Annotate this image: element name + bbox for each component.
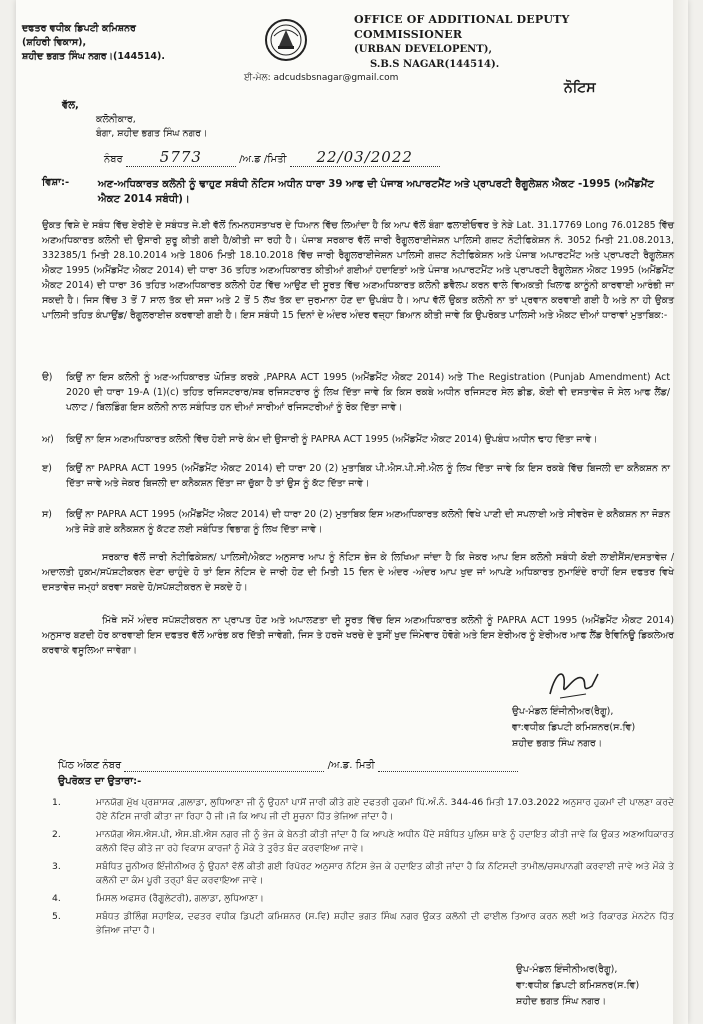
office-header-english bbox=[354, 12, 674, 72]
copy-to-label: ਉਪਰੋਕਤ ਦਾ ਉਤਾਰਾ:- bbox=[58, 776, 142, 787]
copy-number: 5. bbox=[52, 911, 61, 922]
copy-list bbox=[52, 796, 674, 942]
list-marker: ੳ) bbox=[42, 372, 53, 383]
date-label: /ਮਿਤੀ bbox=[263, 154, 287, 165]
copy-text: ਸਬੰਧਿਤ ਜੂਨੀਅਰ ਇੰਜੀਨੀਅਰ ਨੂੰ ਉਹਨਾਂ ਵੱਲੋਂ ਕੀਤੀ ਗਈ ਰਿਪੋਰਟ ਅਨੁਸਾਰ ਨੋਟਿਸ ਭੇਜ ਕੇ ਹਦਾਇਤ ਕੀਤੀ ਜਾਂਦਾ ਹੈ ਕਿ ਨੋਟਿਸਦੀ ਤਾਮੀਲ/ਚਸਪਾਨਗੀ ਕਰਵਾਈ ਜਾਵੇ ਅਤੇ ਮੌਕੇ ਤੇ ਕਲੋਨੀ ਦਾ ਕੰਮ ਪੂਰੀ ਤਰ੍ਹਾਂ ਬੰਦ ਕਰਵਾਇਆ ਜਾਵੇ। bbox=[96, 861, 674, 886]
number-date-line bbox=[104, 148, 624, 167]
signatory-line: ਉਪ-ਮੰਡਲ ਇੰਜੀਨੀਅਰ(ਰੈਗੂ), bbox=[512, 706, 614, 717]
list-text: ਕਿਉਂ ਨਾ PAPRA ACT 1995 (ਅਮੈਂਡਮੈਂਟ ਐਕਟ 2014) ਦੀ ਧਾਰਾ 20 (2) ਮੁਤਾਬਿਕ ਇਸ ਅਣਅਧਿਕਾਰਤ ਕਲੋਨੀ ਵਿਖੇ ਪਾਣੀ ਦੀ ਸਪਲਾਈ ਅਤੇ ਸੀਵਰੇਜ ਦੇ ਕਨੈਕਸ਼ਨ ਨਾ ਜੋੜਨ ਅਤੇ ਜੋੜੇ ਗਏ ਕਨੈਕਸ਼ਨ ਨੂੰ ਕੱਟਣ ਲਈ ਸਬੰਧਿਤ ਵਿਭਾਗ ਨੂੰ ਲਿਖ ਦਿੱਤਾ ਜਾਵੇ। bbox=[66, 509, 670, 535]
addressee bbox=[96, 113, 207, 141]
endorsement-line bbox=[58, 760, 618, 772]
addressee-line: ਬੰਗਾ, ਸ਼ਹੀਦ ਭਗਤ ਸਿੰਘ ਨਗਰ। bbox=[96, 128, 208, 139]
signatory-line: ਸ਼ਹੀਦ ਭਗਤ ਸਿੰਘ ਨਗਰ। bbox=[512, 738, 603, 749]
copy-item bbox=[52, 796, 674, 824]
list-item bbox=[42, 432, 674, 447]
copy-item bbox=[52, 910, 674, 938]
header-right-line: OFFICE OF ADDITIONAL DEPUTY COMMISSIONER bbox=[354, 13, 570, 41]
header-left-line: ਦਫਤਰ ਵਧੀਕ ਡਿਪਟੀ ਕਮਿਸ਼ਨਰ bbox=[22, 23, 136, 34]
office-email: ਈ-ਮੇਲ: adcudsbsnagar@gmail.com bbox=[244, 73, 399, 83]
list-text: ਕਿਉਂ ਨਾ ਇਸ ਕਲੋਨੀ ਨੂੰ ਅਣ-ਅਧਿਕਾਰਤ ਘੋਸ਼ਿਤ ਕਰਕੇ ,PAPRA ACT 1995 (ਅਮੈਂਡਮੈਂਟ ਐਕਟ 2014) ਅਤੇ The Registration (Punjab Amendment) Act 2020 ਦੀ ਧਾਰਾ 19-A (1)(c) ਤਹਿਤ ਰਜਿਸਟਰਾਰ/ਸਬ ਰਜਿਸਟਰਾਰ ਨੂੰ ਲਿਖ ਦਿੱਤਾ ਜਾਵੇ ਕਿ ਕਿਸ ਰਕਬੇ ਅਧੀਨ ਰਜਿਸਟਰ ਸੇਲ ਡੀਡ, ਕੋਈ ਵੀ ਦਸਤਾਵੇਜ਼ ਜੋ ਸੇਲ ਆਫ ਲੈਂਡ/ ਪਲਾਟ / ਬਿਲਡਿੰਗ ਇਸ ਕਲੋਨੀ ਨਾਲ ਸਬੰਧਿਤ ਹਨ ਦੀਆਂ ਸਾਰੀਆਂ ਰਜਿਸਟਰੀਆਂ ਨੂੰ ਰੋਕ ਦਿੱਤਾ ਜਾਵੇ। bbox=[66, 372, 670, 413]
body-paragraph-1: ਉਕਤ ਵਿਸ਼ੇ ਦੇ ਸਬੰਧ ਵਿੱਚ ਏਰੀਏ ਦੇ ਸਬੰਧਤ ਜੇ.ਈ ਵੱਲੋਂ ਨਿਮਨਹਸਤਾਖਰ ਦੇ ਧਿਆਨ ਵਿੱਚ ਲਿਆਂਦਾ ਹੈ ਕਿ ਆਪ ਵੱਲੋਂ ਬੰਗਾ ਫਲਾਈਓਵਰ ਤੇ ਨੇੜੇ Lat. 31.17769 Long 76.01285 ਵਿੱਚ ਅਣਅਧਿਕਾਰਤ ਕਲੋਨੀ ਦੀ ਉਸਾਰੀ ਸ਼ੁਰੂ ਕੀਤੀ ਗਈ ਹੈ/ਕੀਤੀ ਜਾ ਰਹੀ ਹੈ। ਪੰਜਾਬ ਸਰਕਾਰ ਵੱਲੋਂ ਜਾਰੀ ਰੈਗੂਲਰਾਈਜੇਸ਼ਨ ਪਾਲਿਸੀ ਗਜ਼ਟ ਨੋਟੀਫਿਕੇਸ਼ਨ ਨੰ. 3052 ਮਿਤੀ 21.08.2013, 332385/1 ਮਿਤੀ 28.10.2014 ਅਤੇ 1806 ਮਿਤੀ 18.10.2018 ਵਿੱਚ ਜਾਰੀ ਰੈਗੂਲਰਾਈਜੇਸ਼ਨ ਪਾਲਿਸੀ ਗਜ਼ਟ ਨੋਟੀਫਿਕੇਸ਼ਨ ਅਤੇ ਪੰਜਾਬ ਅਪਾਰਟਮੈਂਟ ਅਤੇ ਪ੍ਰਾਪਰਟੀ ਰੈਗੂਲੇਸ਼ਨ ਐਕਟ 1995 (ਅਮੈਂਡਮੈਂਟ ਐਕਟ 2014) ਦੀ ਧਾਰਾ 36 ਤਹਿਤ ਅਣਅਧਿਕਾਰਤ ਕੀਤੀਆਂ ਗਈਆਂ ਹਦਾਇਤਾਂ ਅਤੇ ਪੰਜਾਬ ਅਪਾਰਟਮੈਂਟ ਅਤੇ ਪ੍ਰਾਪਰਟੀ ਰੈਗੂਲੇਸ਼ਨ ਐਕਟ 1995 (ਅਮੈਂਡਮੈਂਟ ਐਕਟ 2014) ਦੀ ਧਾਰਾ 36 ਤਹਿਤ ਅਣਅਧਿਕਾਰਤ ਕਲੋਨੀ ਹੋਣ ਵਿੱਚ ਆਉਣ ਦੀ ਸੂਰਤ ਵਿੱਚ ਅਣਅਧਿਕਾਰਤ ਕਲੋਨੀ ਡਵੈਲਪ ਕਰਨ ਵਾਲੇ ਵਿਅਕਤੀ ਖਿਲਾਫ ਕਾਨੂੰਨੀ ਕਾਰਵਾਈ ਆਰੰਭੀ ਜਾ ਸਕਦੀ ਹੈ। ਜਿਸ ਵਿੱਚ 3 ਤੋਂ 7 ਸਾਲ ਤੱਕ ਦੀ ਸਜਾ ਅਤੇ 2 ਤੋਂ 5 ਲੱਖ ਤੱਕ ਦਾ ਜੁਰਮਾਨਾ ਹੋਣ ਦਾ ਉਪਬੰਧ ਹੈ। ਆਪ ਵੱਲੋਂ ਉਕਤ ਕਲੋਨੀ ਨਾ ਤਾਂ ਪ੍ਰਵਾਨ ਕਰਵਾਈ ਗਈ ਹੈ ਅਤੇ ਨਾ ਹੀ ਉਕਤ ਪਾਲਿਸੀ ਤਹਿਤ ਕੰਪਾਉਂਡ/ ਰੈਗੂਲਰਾਈਜ਼ ਕਰਵਾਈ ਗਈ ਹੈ। ਇਸ ਸਬੰਧੀ 15 ਦਿਨਾਂ ਦੇ ਅੰਦਰ ਅੰਦਰ ਵਜ਼੍ਹਾ ਬਿਆਨ ਕੀਤੀ ਜਾਵੇ ਕਿ ਉਪਰੋਕਤ ਪਾਲਿਸੀ ਅਤੇ ਐਕਟ ਦੀਆਂ ਧਾਰਾਵਾਂ ਮੁਤਾਬਿਕ:- bbox=[42, 220, 674, 321]
body-paragraph-3: ਮਿੱਥੇ ਸਮੇਂ ਅੰਦਰ ਸਪੱਸ਼ਟੀਕਰਨ ਨਾ ਪ੍ਰਾਪਤ ਹੋਣ ਅਤੇ ਅਪਾਲਣਤਾ ਦੀ ਸੂਰਤ ਵਿੱਚ ਇਸ ਅਣਅਧਿਕਾਰਤ ਕਲੋਨੀ ਨੂੰ PAPRA ACT 1995 (ਅਮੈਂਡਮੈਂਟ ਐਕਟ 2014) ਅਨੁਸਾਰ ਬਣਦੀ ਹੋਰ ਕਾਰਵਾਈ ਇਸ ਦਫਤਰ ਵੱਲੋਂ ਆਰੰਭ ਕਰ ਦਿੱਤੀ ਜਾਵੇਗੀ, ਜਿਸ ਤੇ ਹਰਜੇ ਖਰਚੇ ਦੇ ਤੁਸੀਂ ਖੁਦ ਜਿੰਮੇਵਾਰ ਹੋਵੋਗੇ ਅਤੇ ਇਸ ਏਰੀਅਰ ਨੂੰ ਏਰੀਅਰ ਆਫ ਲੈਂਡ ਰੈਵਿਨਿਊ ਡਿਕਲੇਅਰ ਕਰਵਾਕੇ ਵਸੂਲਿਆ ਜਾਵੇਗਾ। bbox=[42, 615, 674, 656]
notice-document bbox=[16, 0, 688, 1024]
signatory-line: ਵਾ:ਵਧੀਕ ਡਿਪਟੀ ਕਮਿਸ਼ਨਰ(ਸ.ਵਿ) bbox=[512, 722, 636, 733]
copy-number: 1. bbox=[52, 797, 61, 808]
addressee-line: ਕਲੋਨੀਕਾਰ, bbox=[96, 114, 136, 125]
signature-block bbox=[512, 704, 635, 752]
number-label: ਨੰਬਰ bbox=[104, 154, 123, 165]
list-marker: ਸ) bbox=[42, 509, 52, 520]
list-marker: ੲ) bbox=[42, 463, 52, 474]
body-paragraph-2: ਸਰਕਾਰ ਵੱਲੋਂ ਜਾਰੀ ਨੋਟੀਫਿਕੇਸ਼ਨ/ ਪਾਲਿਸੀ/ਐਕਟ ਅਨੁਸਾਰ ਆਪ ਨੂੰ ਨੋਟਿਸ ਭੇਜ ਕੇ ਲਿਖਿਆ ਜਾਂਦਾ ਹੈ ਕਿ ਜੇਕਰ ਆਪ ਇਸ ਕਲੋਨੀ ਸਬੰਧੀ ਕੋਈ ਲਾਈਸੈਂਸ/ਦਸਤਾਵੇਜ਼ /ਅਦਾਲਤੀ ਹੁਕਮ/ਸਪੱਸ਼ਟੀਕਰਨ ਦੇਣਾ ਚਾਹੁੰਦੇ ਹੋ ਤਾਂ ਇਸ ਨੋਟਿਸ ਦੇ ਜਾਰੀ ਹੋਣ ਦੀ ਮਿਤੀ 15 ਦਿਨ ਦੇ ਅੰਦਰ -ਅੰਦਰ ਆਪ ਖੁਦ ਜਾਂ ਆਪਣੇ ਅਧਿਕਾਰਤ ਨੁਮਾਇੰਦੇ ਰਾਹੀਂ ਇਸ ਦਫਤਰ ਵਿਖੇ ਦਸਤਾਵੇਜ਼ ਜਮ੍ਹਾਂ ਕਰਵਾ ਸਕਦੇ ਹੋ/ਸਪੱਸ਼ਟੀਕਰਨ ਦੇ ਸਕਦੇ ਹੋ। bbox=[42, 552, 674, 593]
list-item bbox=[42, 370, 674, 415]
handwritten-date: 22/03/2022 bbox=[316, 148, 413, 166]
list-text: ਕਿਉਂ ਨਾ ਇਸ ਅਣਅਧਿਕਾਰਤ ਕਲੋਨੀ ਵਿੱਚ ਹੋਈ ਸਾਰੇ ਕੰਮ ਦੀ ਉਸਾਰੀ ਨੂੰ PAPRA ACT 1995 (ਅਮੈਂਡਮੈਂਟ ਐਕਟ 2014) ਉਪਬੰਧ ਅਧੀਨ ਢਾਹ ਦਿੱਤਾ ਜਾਵੇ। bbox=[66, 434, 598, 445]
list-text: ਕਿਉਂ ਨਾ PAPRA ACT 1995 (ਅਮੈਂਡਮੈਂਟ ਐਕਟ 2014) ਦੀ ਧਾਰਾ 20 (2) ਮੁਤਾਬਿਕ ਪੀ.ਐਸ.ਪੀ.ਸੀ.ਐਲ ਨੂੰ ਲਿਖ ਦਿੱਤਾ ਜਾਵੇ ਕਿ ਇਸ ਰਕਬੇ ਵਿੱਚ ਬਿਜਲੀ ਦਾ ਕਨੈਕਸ਼ਨ ਨਾ ਦਿੱਤਾ ਜਾਵੇ ਅਤੇ ਜੇਕਰ ਬਿਜਲੀ ਦਾ ਕਨੈਕਸ਼ਨ ਦਿੱਤਾ ਜਾ ਚੁੱਕਾ ਹੈ ਤਾਂ ਉਸ ਨੂੰ ਕੱਟ ਦਿੱਤਾ ਜਾਵੇ। bbox=[66, 463, 670, 489]
copy-text: ਮਾਨਯੋਗ ਐਸ.ਐਸ.ਪੀ, ਐਸ.ਬੀ.ਐਸ ਨਗਰ ਜੀ ਨੂੰ ਭੇਜ ਕੇ ਬੇਨਤੀ ਕੀਤੀ ਜਾਂਦਾ ਹੈ ਕਿ ਆਪਣੇ ਅਧੀਨ ਪੈਂਦੇ ਸਬੰਧਿਤ ਪੁਲਿਸ ਥਾਣੇ ਨੂੰ ਹਦਾਇਤ ਕੀਤੀ ਜਾਵੇ ਕਿ ਉਕਤ ਅਣਅਧਿਕਾਰਤ ਕਲੋਨੀ ਵਿੱਚ ਕੀਤੇ ਜਾ ਰਹੇ ਵਿਕਾਸ ਕਾਰਜਾਂ ਨੂੰ ਮੌਕੇ ਤੇ ਤੁਰੰਤ ਬੰਦ ਕਰਵਾਇਆ ਜਾਵੇ। bbox=[96, 829, 674, 854]
list-item bbox=[42, 507, 674, 537]
header-right-line: S.B.S NAGAR(144514). bbox=[370, 59, 500, 70]
page-edge bbox=[673, 0, 688, 1024]
handwritten-signature-icon bbox=[542, 664, 602, 704]
list-marker: ਅ) bbox=[42, 434, 54, 445]
copy-text: ਮਿਸਲ ਅਫਸਰ (ਰੈਗੂਲੇਟਰੀ), ਗਲਾਡਾ, ਲੁਧਿਆਣਾ। bbox=[96, 893, 264, 904]
list-item bbox=[42, 461, 674, 491]
copy-item bbox=[52, 860, 674, 888]
signatory-line: ਸ਼ਹੀਦ ਭਗਤ ਸਿੰਘ ਨਗਰ। bbox=[516, 996, 607, 1007]
office-header-punjabi bbox=[22, 22, 165, 64]
copy-number: 2. bbox=[52, 829, 61, 840]
copy-text: ਸਬੰਧਤ ਡੀਲਿੰਗ ਸਹਾਇਕ, ਦਫਤਰ ਵਧੀਕ ਡਿਪਟੀ ਕਮਿਸ਼ਨਰ (ਸ.ਵਿ) ਸ਼ਹੀਦ ਭਗਤ ਸਿੰਘ ਨਗਰ ਉਕਤ ਕਲੋਨੀ ਦੀ ਫਾਈਲ ਤਿਆਰ ਕਰਨ ਲਈ ਅਤੇ ਰਿਕਾਰਡ ਮੇਨਟੇਨ ਹਿੱਤ ਭੇਜਿਆ ਜਾਂਦਾ ਹੈ। bbox=[96, 911, 674, 936]
subject-label: ਵਿਸ਼ਾ:- bbox=[42, 177, 70, 188]
government-emblem-icon bbox=[264, 18, 308, 62]
signature-block-2 bbox=[516, 962, 639, 1010]
copy-item bbox=[52, 828, 674, 856]
to-label: ਵੱਲ, bbox=[62, 100, 79, 111]
signatory-line: ਉਪ-ਮੰਡਲ ਇੰਜੀਨੀਅਰ(ਰੈਗੂ), bbox=[516, 964, 618, 975]
handwritten-number: 5773 bbox=[159, 148, 202, 166]
endorsement-date-label: /ਅ.ਡ. ਮਿਤੀ bbox=[327, 760, 375, 771]
header-right-line: (URBAN DEVELOPENT), bbox=[354, 44, 492, 55]
copy-number: 4. bbox=[52, 893, 61, 904]
copy-number: 3. bbox=[52, 861, 61, 872]
header-left-line: (ਸ਼ਹਿਰੀ ਵਿਕਾਸ), bbox=[22, 37, 87, 48]
signatory-line: ਵਾ:ਵਧੀਕ ਡਿਪਟੀ ਕਮਿਸ਼ਨਰ(ਸ.ਵਿ) bbox=[516, 980, 640, 991]
office-code: /ਅ.ਡ bbox=[239, 154, 261, 165]
subject-text: ਅਣ-ਅਧਿਕਾਰਤ ਕਲੋਨੀ ਨੂੰ ਢਾਹੁਣ ਸਬੰਧੀ ਨੋਟਿਸ ਅਧੀਨ ਧਾਰਾ 39 ਆਫ ਦੀ ਪੰਜਾਬ ਅਪਾਰਟਮੈਂਟ ਅਤੇ ਪ੍ਰਾਪਰਟੀ ਰੈਗੂਲੇਸ਼ਨ ਐਕਟ -1995 (ਅਮੈਂਡਮੈਂਟ ਐਕਟ 2014 ਸਬੰਧੀ)। bbox=[98, 179, 655, 205]
notice-heading: ਨੋਟਿਸ bbox=[564, 80, 596, 96]
copy-text: ਮਾਨਯੋਗ ਮੁੱਖ ਪ੍ਰਸ਼ਾਸਕ ,ਗਲਾਡਾ, ਲੁਧਿਆਣਾ ਜੀ ਨੂੰ ਉਹਨਾਂ ਪਾਸੋਂ ਜਾਰੀ ਕੀਤੇ ਗਏ ਦਫਤਰੀ ਹੁਕਮਾਂ ਪਿੱ.ਅੰ.ਨੰ. 344-46 ਮਿਤੀ 17.03.2022 ਅਨੁਸਾਰ ਹੁਕਮਾਂ ਦੀ ਪਾਲਣਾ ਕਰਦੇ ਹੋਏ ਨੋਟਿਸ ਜਾਰੀ ਕੀਤਾ ਜਾ ਰਿਹਾ ਹੈ ਜੀ।ਜੋ ਕਿ ਆਪ ਜੀ ਦੀ ਸੂਚਨਾ ਹਿੱਤ ਭੇਜਿਆ ਜਾਂਦਾ ਹੈ। bbox=[96, 797, 674, 822]
header-left-line: ਸ਼ਹੀਦ ਭਗਤ ਸਿੰਘ ਨਗਰ।(144514). bbox=[22, 51, 165, 62]
endorsement-label: ਪਿੱਠ ਅੰਕਣ ਨੰਬਰ bbox=[58, 760, 122, 771]
copy-item bbox=[52, 892, 674, 906]
